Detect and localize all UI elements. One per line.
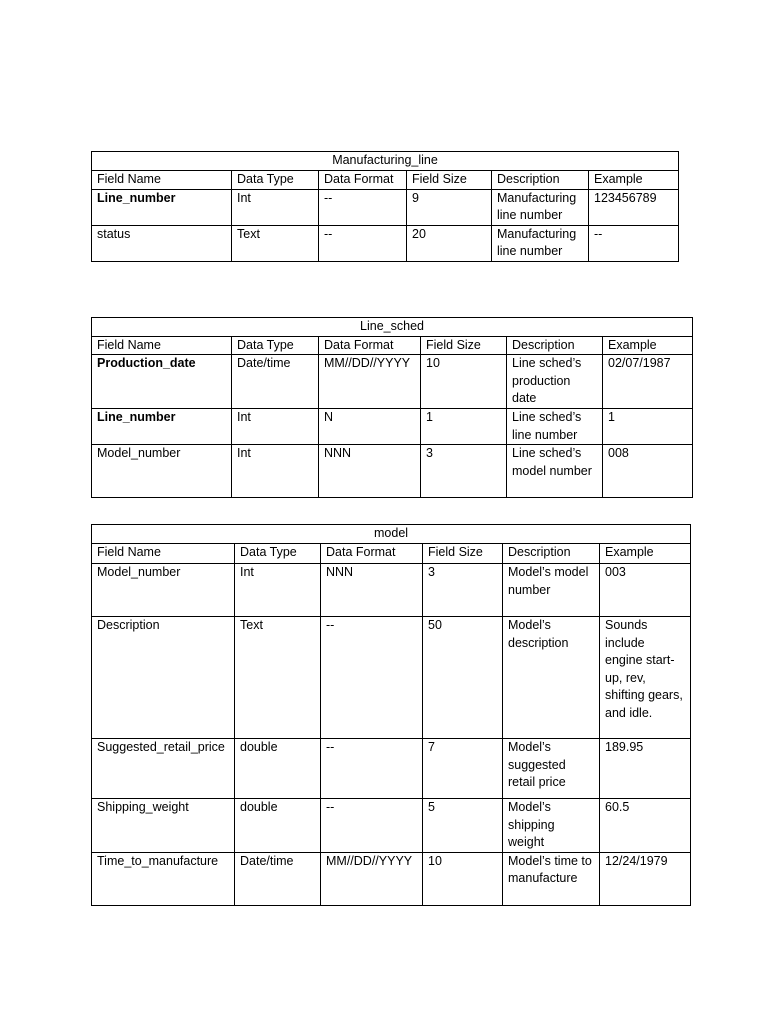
example-cell: Sounds include engine start-up, rev, shifting gears, and idle. [600,617,691,739]
data-type-cell: Date/time [232,355,319,409]
data-format-cell: MM//DD//YYYY [321,852,423,905]
column-header: Field Name [92,171,232,190]
field-name-cell: status [92,225,232,261]
field-name-cell: Suggested_retail_price [92,739,235,799]
description-cell: Manufacturing line number [492,225,589,261]
field-name-cell: Description [92,617,235,739]
column-header: Description [492,171,589,190]
data-format-cell: NNN [319,445,421,498]
column-header: Data Type [232,336,319,355]
data-format-cell: -- [321,739,423,799]
table-title: Manufacturing_line [92,152,679,171]
description-cell: Model’s time to manufacture [503,852,600,905]
description-cell: Model’s shipping weight [503,799,600,853]
field-name-cell: Production_date [92,355,232,409]
field-name-cell: Shipping_weight [92,799,235,853]
data-type-cell: Text [235,617,321,739]
data-format-cell: -- [319,189,407,225]
data-type-cell: Int [235,564,321,617]
field-size-cell: 3 [423,564,503,617]
field-size-cell: 5 [423,799,503,853]
field-size-cell: 10 [421,355,507,409]
column-header: Data Format [321,544,423,564]
example-cell: 02/07/1987 [603,355,693,409]
column-header: Data Format [319,171,407,190]
example-cell: -- [589,225,679,261]
example-cell: 12/24/1979 [600,852,691,905]
field-size-cell: 20 [407,225,492,261]
column-header: Data Type [232,171,319,190]
field-name-cell: Model_number [92,445,232,498]
manufacturing-line-table [91,151,679,262]
field-size-cell: 9 [407,189,492,225]
field-name-cell: Line_number [92,409,232,445]
table-row [92,852,691,905]
field-size-cell: 1 [421,409,507,445]
line-sched-table [91,317,693,498]
description-cell: Line sched’s model number [507,445,603,498]
column-header: Example [589,171,679,190]
column-header: Field Name [92,544,235,564]
column-header: Data Format [319,336,421,355]
column-header: Field Size [407,171,492,190]
data-format-cell: -- [319,225,407,261]
data-type-cell: Int [232,189,319,225]
table-row [92,355,693,409]
example-cell: 123456789 [589,189,679,225]
table-row [92,409,693,445]
field-size-cell: 50 [423,617,503,739]
column-header: Example [600,544,691,564]
table-title: Line_sched [92,318,693,337]
column-header: Field Size [421,336,507,355]
header-row [92,171,679,190]
example-cell: 003 [600,564,691,617]
table-row [92,617,691,739]
example-cell: 189.95 [600,739,691,799]
field-name-cell: Line_number [92,189,232,225]
table-row [92,445,693,498]
column-header: Field Size [423,544,503,564]
field-size-cell: 10 [423,852,503,905]
table-row [92,739,691,799]
example-cell: 1 [603,409,693,445]
description-cell: Model’s description [503,617,600,739]
field-size-cell: 3 [421,445,507,498]
column-header: Description [503,544,600,564]
data-format-cell: N [319,409,421,445]
data-type-cell: double [235,739,321,799]
table-title: model [92,525,691,544]
field-name-cell: Model_number [92,564,235,617]
header-row [92,336,693,355]
data-type-cell: double [235,799,321,853]
table-row [92,225,679,261]
data-type-cell: Int [232,409,319,445]
example-cell: 008 [603,445,693,498]
field-size-cell: 7 [423,739,503,799]
column-header: Data Type [235,544,321,564]
description-cell: Manufacturing line number [492,189,589,225]
table-row [92,799,691,853]
data-type-cell: Text [232,225,319,261]
header-row [92,544,691,564]
description-cell: Line sched’s production date [507,355,603,409]
column-header: Description [507,336,603,355]
data-type-cell: Int [232,445,319,498]
data-format-cell: NNN [321,564,423,617]
column-header: Example [603,336,693,355]
data-type-cell: Date/time [235,852,321,905]
data-format-cell: MM//DD//YYYY [319,355,421,409]
field-name-cell: Time_to_manufacture [92,852,235,905]
table-row [92,564,691,617]
example-cell: 60.5 [600,799,691,853]
model-table [91,524,691,906]
column-header: Field Name [92,336,232,355]
data-format-cell: -- [321,617,423,739]
table-row [92,189,679,225]
description-cell: Model’s model number [503,564,600,617]
description-cell: Model’s suggested retail price [503,739,600,799]
data-format-cell: -- [321,799,423,853]
description-cell: Line sched’s line number [507,409,603,445]
